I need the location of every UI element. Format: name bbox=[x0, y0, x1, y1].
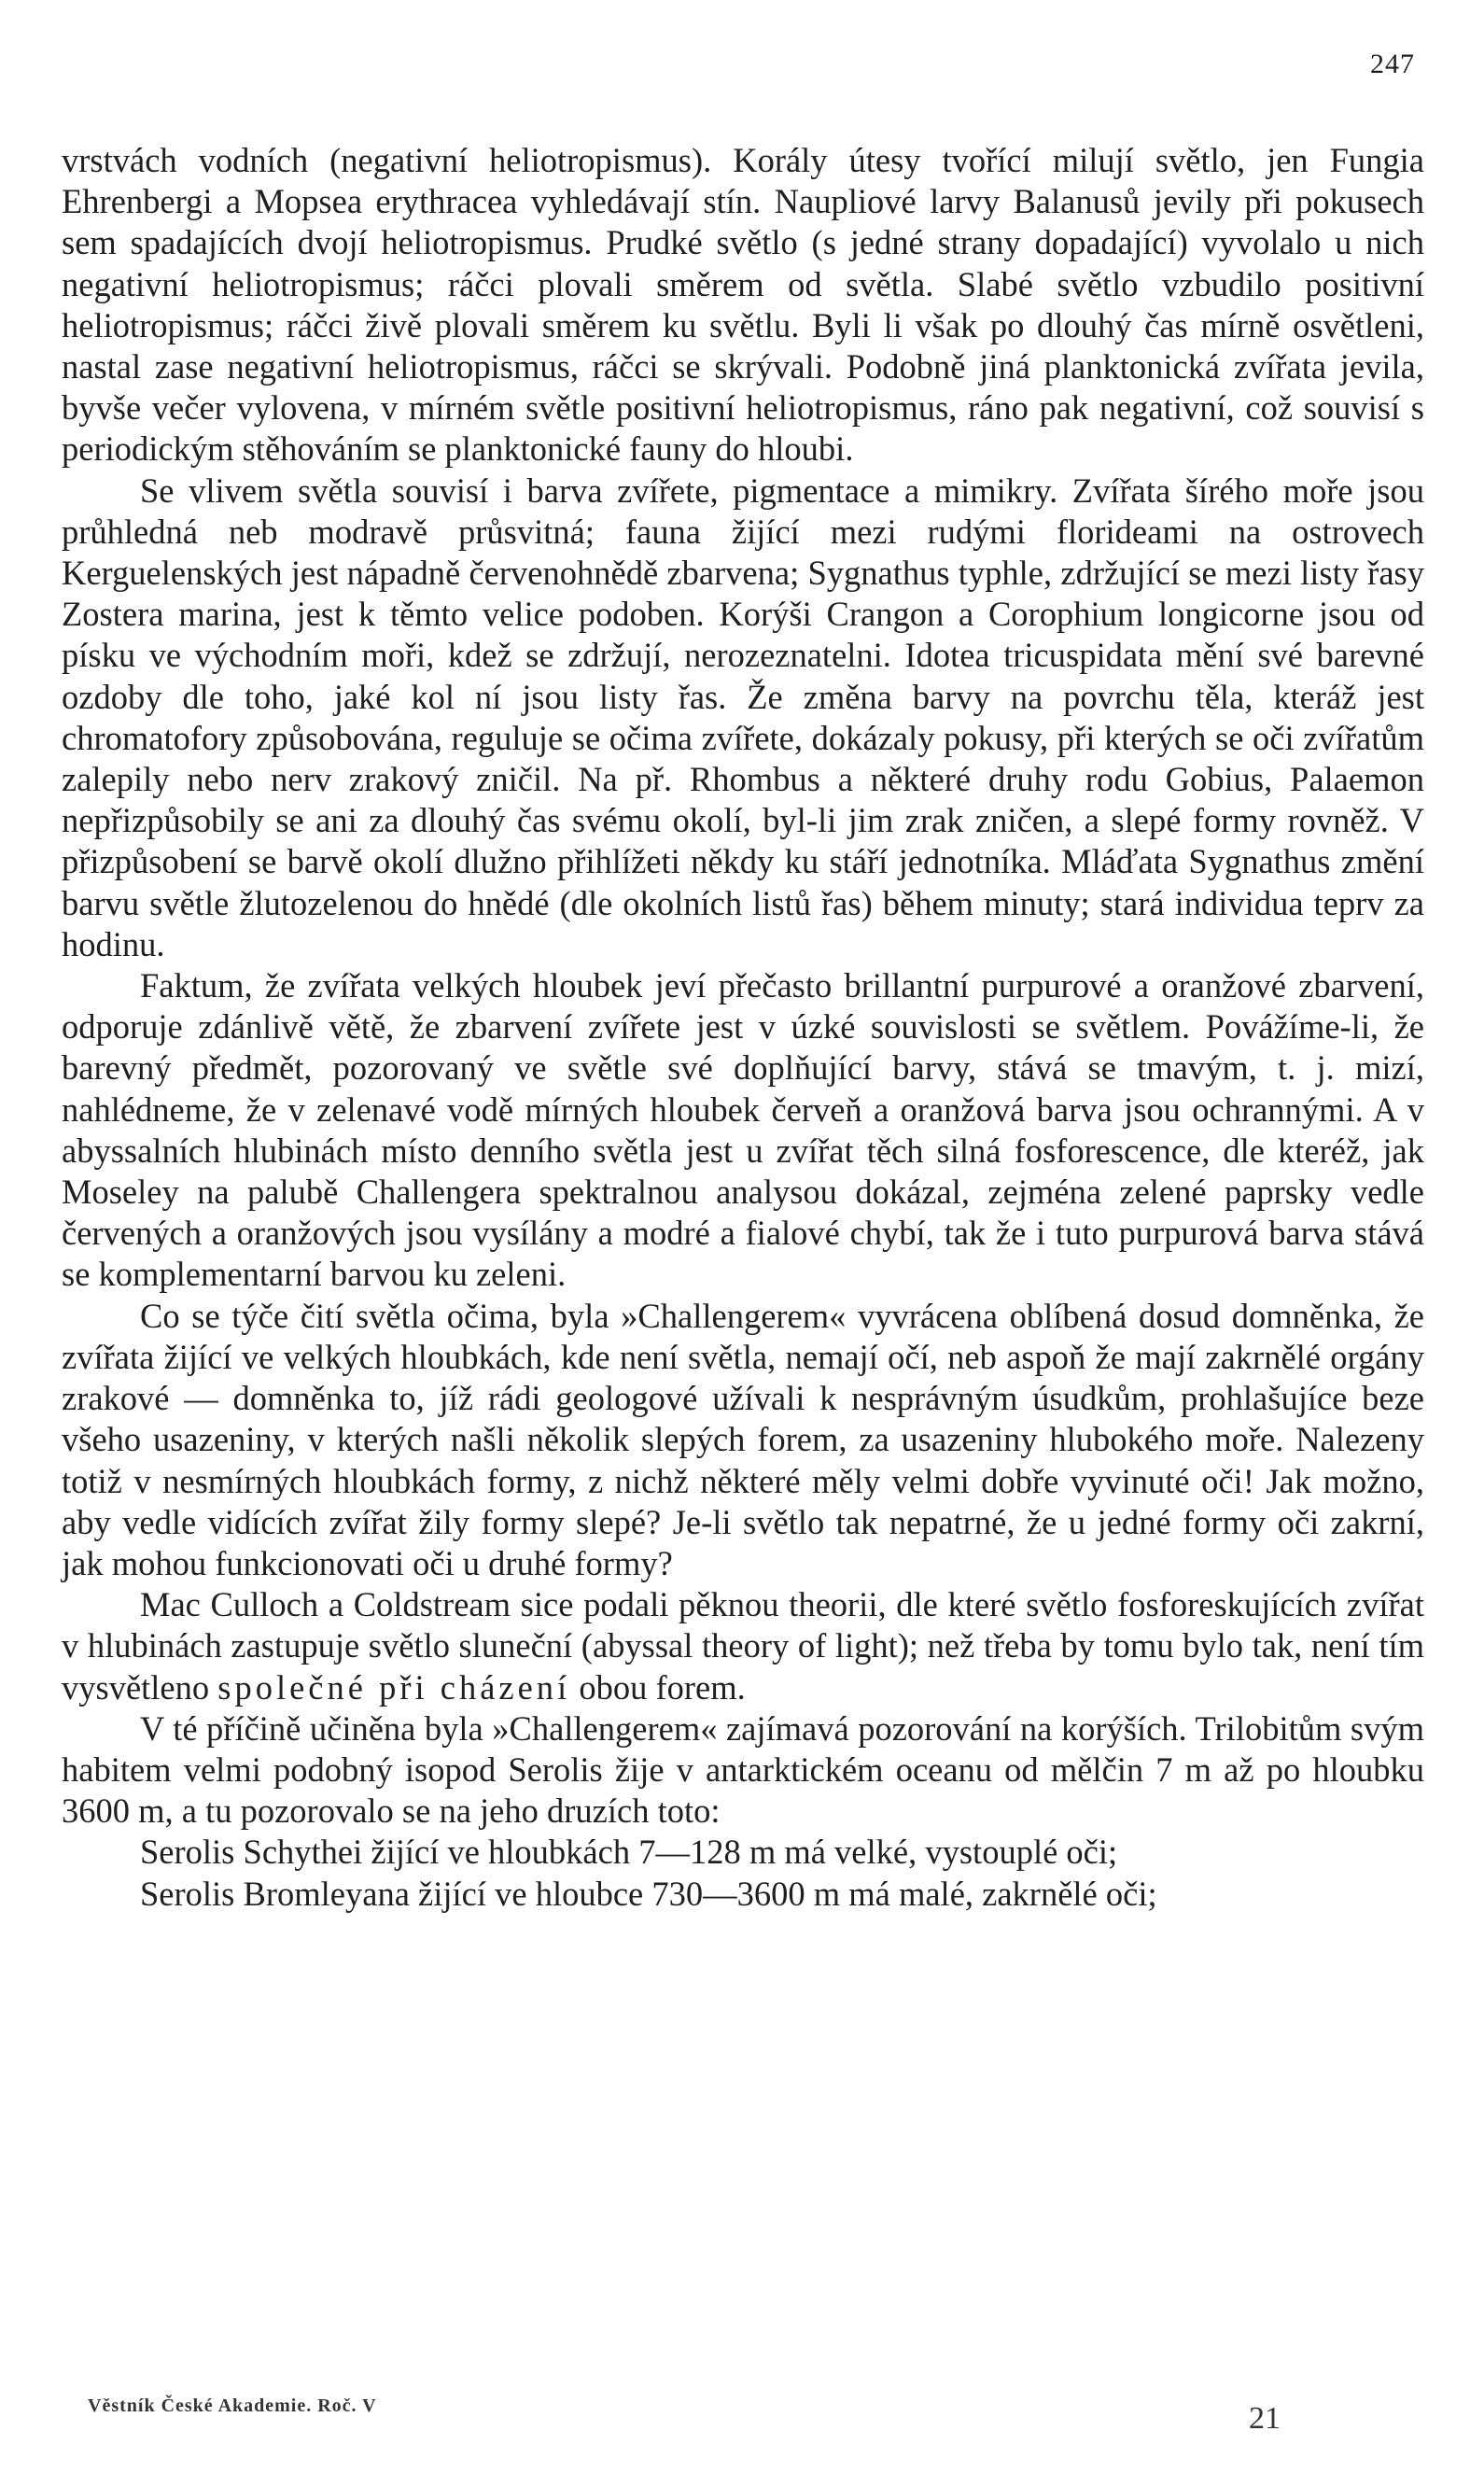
journal-footer: Věstník České Akademie. Roč. V bbox=[88, 2396, 377, 2416]
paragraph-2: Se vlivem světla souvisí i barva zvířete, pigmentace a mimikry. Zvířata šírého moře jsou průhledná neb modravě průsvitná; fauna žijící mezi rudými florideami na ostrovech Kerguelenských jest nápadně červenohnědě zbarvena; Sygnathus typhle, zdržující se mezi listy řasy Zostera marina, jest k těmto velice podoben. Korýši Crangon a Corophium longicorne jsou od písku ve východním moři, kdež se zdržují, nerozeznatelni. Idotea tricuspidata mění své barevné ozdoby dle toho, jaké kol ní jsou listy řas. Že změna barvy na povrchu těla, kteráž jest chromatofory způsobována, reguluje se očima zvířete, dokázaly pokusy, při kterých se oči zvířatům zalepily nebo nerv zrakový zničil. Na př. Rhombus a některé druhy rodu Gobius, Palaemon nepřizpůsobily se ani za dlouhý čas svému okolí, byl-li jim zrak zničen, a slepé formy rovněž. V přizpůsobení se barvě okolí dlužno přihlížeti někdy ku stáří jednotníka. Mláďata Sygnathus změní barvu světle žlutozelenou do hnědé (dle okolních listů řas) během minuty; stará individua teprv za hodinu. bbox=[62, 471, 1424, 963]
signature-mark: 21 bbox=[1249, 2401, 1281, 2436]
page-number: 247 bbox=[1370, 49, 1415, 79]
list-item: Serolis Schythei žijící ve hloubkách 7—128 m má velké, vystouplé oči; bbox=[140, 1833, 1118, 1872]
paragraph-5-end: obou forem. bbox=[579, 1667, 746, 1707]
paragraph-5-text: Mac Culloch a Coldstream sice podali pěknou theorii, dle které světlo fosforeskujících zvířat v hlubinách zastupuje světlo sluneční (abyssal theory of light); než třeba by tomu bylo tak, není tím vysvětleno bbox=[62, 1585, 1424, 1707]
spaced-emphasis: společné při cházení bbox=[217, 1667, 571, 1707]
paragraph-4: Co se týče čití světla očima, byla »Challengerem« vyvrácena oblíbená dosud domněnka, že zvířata žijící ve velkých hloubkách, kde není světla, nemají očí, neb aspoň že mají zakrnělé orgány zrakové — domněnka to, jíž rádi geologové užívali k nesprávným úsudkům, prohlašujíce beze všeho usazeniny, v kterých našli několik slepých forem, za usazeniny hlubokého moře. Nalezeny totiž v nesmírných hloubkách formy, z nichž některé měly velmi dobře vyvinuté oči! Jak možno, aby vedle vidících zvířat žily formy slepé? Je-li světlo tak nepatrné, že u jedné formy oči zakrní, jak mohou funkcionovati oči u druhé formy? bbox=[62, 1296, 1424, 1582]
paragraph-5 bbox=[62, 1584, 1424, 1708]
paragraph-6: V té příčině učiněna byla »Challengerem« zajímavá pozorování na korýších. Trilobitům svým habitem velmi podobný isopod Serolis žije v antarktickém oceanu od mělčin 7 m až po hloubku 3600 m, a tu pozorovalo se na jeho druzích toto: bbox=[62, 1708, 1424, 1831]
list-item: Serolis Bromleyana žijící ve hloubce 730—3600 m má malé, zakrnělé oči; bbox=[140, 1874, 1157, 1913]
paragraph-3: Faktum, že zvířata velkých hloubek jeví přečasto brillantní purpurové a oranžové zbarvení, odporuje zdánlivě větě, že zbarvení zvířete jest v úzké souvislosti se světlem. Povážíme-li, že barevný předmět, pozorovaný ve světle své doplňující barvy, stává se tmavým, t. j. mizí, nahlédneme, že v zelenavé vodě mírných hloubek červeň a oranžová barva jsou ochrannými. A v abyssalních hlubinách místo denního světla jest u zvířat těch silná fosforescence, dle kteréž, jak Moseley na palubě Challengera spektralnou analysou dokázal, zejména zelené paprsky vedle červených a oranžových jsou vysílány a modré a fialové chybí, tak že i tuto purpurová barva stává se komplementarní barvou ku zeleni. bbox=[62, 966, 1424, 1294]
paragraph-1: vrstvách vodních (negativní heliotropismus). Korály útesy tvořící milují světlo, jen Fungia Ehrenbergi a Mopsea erythracea vyhledávají stín. Naupliové larvy Balanusů jevily při pokusech sem spadajících dvojí heliotropismus. Prudké světlo (s jedné strany dopadající) vyvolalo u nich negativní heliotropismus; ráčci plovali směrem od světla. Slabé světlo vzbudilo positivní heliotropismus; ráčci živě plovali směrem ku světlu. Byli li však po dlouhý čas mírně osvětleni, nastal zase negativní heliotropismus, ráčci se skrývali. Podobně jiná planktonická zvířata jevila, byvše večer vylovena, v mírném světle positivní heliotropismus, ráno pak negativní, což souvisí s periodickým stěhováním se planktonické fauny do hloubi. bbox=[62, 141, 1424, 469]
body-text bbox=[62, 140, 1424, 1915]
